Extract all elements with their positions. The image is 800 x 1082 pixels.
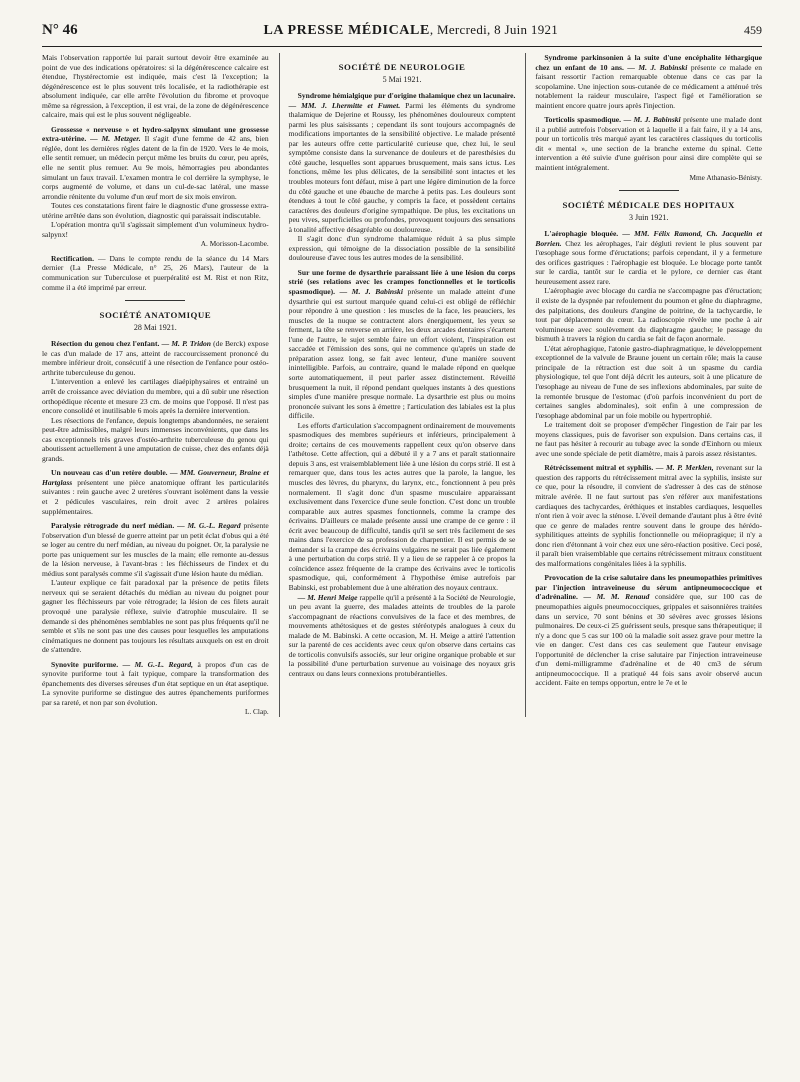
paragraph: Toutes ces constatations firent faire le diagnostic d'une grossesse extra-utérine arrêtée dans son évolution, diagnostic qui paraissait indiscutable. bbox=[42, 201, 269, 220]
section-date: 28 Mai 1921. bbox=[133, 322, 177, 332]
article-grossesse bbox=[42, 125, 269, 249]
article-author: — M. J. Babinski bbox=[339, 287, 403, 297]
columns bbox=[42, 53, 762, 717]
column-1 bbox=[42, 53, 269, 717]
paragraph: Il s'agit d'une femme de 42 ans, bien réglée, dont les dernières règles datent de la fin de 1920. Vers le 4e mois, elle sentit remuer, un médecin perçut même les bruits du cœur, peu après, elle ne sentit plus remuer. Au 9e mois, hémorragies peu abondantes simulant un faux travail. L'examen montra le col derrière la symphyse, le corps augmenté de volume, et dans un cul-de-sac latéral, une masse arrondie rénitente du volume d'un œuf mort de six mois environ. bbox=[42, 134, 269, 201]
section-date: 3 Juin 1921. bbox=[629, 212, 669, 222]
article-synovite bbox=[42, 660, 269, 717]
article-title: Paralysie rétrograde du nerf médian. bbox=[51, 521, 175, 531]
signature: L. Clap. bbox=[244, 707, 269, 717]
article-title: Sur une forme de dysarthrie paraissant liée à une lésion du corps strié (ses relations avec les crampes fonctionnelles et le torticolis spasmodique). bbox=[288, 267, 516, 297]
article-retrecissement bbox=[535, 463, 762, 568]
article-author: — M. J. Babinski bbox=[627, 62, 688, 72]
journal-name: LA PRESSE MÉDICALE bbox=[263, 23, 430, 38]
issue-number: N° 46 bbox=[42, 22, 78, 38]
article-paralysie bbox=[42, 521, 269, 655]
article-parkinson bbox=[535, 53, 762, 110]
article-resection bbox=[42, 339, 269, 463]
section-date: 5 Mai 1921. bbox=[382, 74, 422, 84]
paragraph: L'opération montra qu'il s'agissait simplement d'un volumineux hydro-salpynx! bbox=[42, 220, 269, 239]
article-syndrome bbox=[289, 91, 516, 263]
article-provocation bbox=[535, 573, 762, 688]
article-author: — MM. Gouverneur, Braine et Hartglass bbox=[42, 468, 269, 487]
article-title: Syndrome parkinsonien à la suite d'une encéphalite léthargique chez un enfant de 10 ans. bbox=[535, 53, 763, 72]
article-title: Rétrécissement mitral et syphilis. bbox=[544, 463, 654, 473]
paragraph: rappelle qu'il a présenté à la Société de Neurologie, un peu avant la guerre, des malades atteints de troubles de la parole s'accompagnant de réactions convulsives de la face et des membres, de mouvements athétosiques et de gestes stéréotypés analogues à ceux du malade de M. Babinski. A cette occasion, M. H. Meige a attiré l'attention sur la parenté de ces accidents avec ceux qu'on observe dans certains cas de torticolis convulsifs associés, sur leur origine organique probable et sur la possibilité d'une perturbation survenue au voisinage des noyaux gris centraux ou dans leurs connexions protubérantielles. bbox=[288, 592, 516, 678]
paragraph: présentent une pièce anatomique offrant les particularités suivantes : rein gauche avec 2 uretères s'ouvrant isolément dans la vessie et 2 pédicules vasculaires, rein droit avec 2 artères polaires supplémentaires. bbox=[42, 477, 269, 516]
page-number: 459 bbox=[744, 23, 762, 37]
article-author: — M. Metzger. bbox=[90, 134, 141, 144]
article-title: Grossesse « nerveuse » et hydro-salpynx simulant une grossesse extra-utérine. bbox=[42, 124, 269, 144]
article-author: — M. J. Babinski bbox=[623, 115, 681, 125]
article-title: Provocation de la crise salutaire dans les pneumopathies primitives par l'injection intraveineuse du sérum antipneumococcique et d'adrénaline. bbox=[535, 573, 763, 602]
paragraph: présente ce malade en faisant ressortir l'action remarquable obtenue dans ce cas par la scopolamine. Une injection sous-cutanée de ce médicament a atténué très notablement la raideur musculaire, l'aspect figé et l'amélioration se maintient encore quatre jours après l'injection. bbox=[535, 62, 763, 110]
header-rule bbox=[42, 46, 762, 47]
article-author: — M. P. Merklen, bbox=[655, 463, 714, 473]
paragraph: considère que, sur 100 cas de pneumopathies aiguës pneumococciques, grippales et saisonnières traitées dans un service, 70 sont bénins et 30 sévères avec grosses lésions pulmonaires. De ceux-ci 25 guérissent seuls, presque sans thérapeutique; il n'y a donc que 5 cas sur 100 où la maladie soit assez grave pour mettre la vie en danger. C'est dans ces cas seulement que l'auteur envisage l'opportunité de déclencher la crise salutaire par l'injection intraveineuse d'un demi-milligramme d'adrénaline et de 40 cm3 de sérum antipneumococcique. Il a pratiqué 44 fois sans avoir observé aucun accident. Faite en temps opportun, entre le 7e et le bbox=[535, 592, 763, 688]
section-title: SOCIÉTÉ DE NEUROLOGIE bbox=[338, 62, 466, 72]
article-author: — M. M. Renaud bbox=[583, 592, 650, 602]
paragraph: revenant sur la question des rapports du rétrécissement mitral avec la syphilis, insiste sur ce que, pour la résoudre, il convient de s'adresser à des cas de sténose mitrale avérée. Il ne faut surtout pas s'en référer aux manifestations cardiaques des tachycardes, éréthiques et instables cardiaques, lesquelles n'ont rien à voir avec la sténose. L'éveil demande d'autant plus à être évité que ce genre de malades rentre souvent dans le groupe des hérédo-syphilitiques atteints de syphilis fonctionnelle ou méiopragique; il n'y a donc rien d'étonnant à voir chez eux une séro-réaction positive. Ceci posé, il paraît bien vraisemblable que certains rétrécissement mitraux constituent des malformations congénitales liées à la syphilis. bbox=[535, 463, 763, 568]
signature: A. Morisson-Lacombe. bbox=[200, 239, 269, 249]
paragraph: à propos d'un cas de synovite puriforme tout à fait typique, compare la transformation des épanchements des diverses séreuses d'un état septique en un état aseptique. La synovite puriforme se distingue des autres épanchements puriformes par sa rareté, et non par son évolution. bbox=[42, 659, 269, 707]
article-uretere bbox=[42, 468, 269, 516]
column-2 bbox=[279, 53, 516, 717]
paragraph: Les efforts d'articulation s'accompagnent ordinairement de mouvements spasmodiques des membres supérieurs et inférieurs, principalement à droite; certains de ces mouvements rappellent ceux qu'on observe dans l'athétose. Cette affection, qui a débuté il y a 7 ans et paraît stationnaire depuis 3 ans, est vraisemblablement liée à une lésion du corps strié. Il est à remarquer que, dans tous les actes autres que la parole, la langue, les muscles des lèvres, du pharynx, du larynx, etc., fonctionnent à peu près normalement. Il s'agit donc d'un spasme musculaire apparaissant exclusivement dans l'exercice d'une seule fonction. C'est donc un trouble comparable aux autres spasmes fonctionnels, comme la crampe des écrivains. D'ailleurs ce malade présente aussi une crampe de ce genre : il écrit avec beaucoup de difficulté, tandis qu'il se sert très facilement de ses mains dans l'exercice de sa profession de charpentier. Il est permis de se demander si la crampe des écrivains vulgaires ne serait pas liée également à une perturbation du corps strié. Il y a lieu de se rappeler à ce propos la coïncidence assez fréquente de la crampe des écrivains avec le torticolis spasmodique, qui, conformément à l'hypothèse émise autrefois par Babinski, est probablement due à une altération des noyaux centraux. bbox=[288, 420, 516, 592]
article-author: — M. Henri Meige bbox=[297, 592, 358, 602]
divider bbox=[619, 190, 679, 191]
article-title: Synovite puriforme. bbox=[51, 659, 119, 669]
page-header bbox=[42, 22, 762, 40]
article-author: — MM. J. Lhermitte et Fumet. bbox=[288, 100, 401, 110]
paragraph: Il s'agit donc d'un syndrome thalamique réduit à sa plus simple expression, qui témoigne de la dissociation possible de la sensibilité douloureuse d'avec tous les autres modes de la sensibilité. bbox=[288, 234, 516, 263]
paragraph: (de Berck) expose le cas d'un malade de 17 ans, atteint de raccourcissement prononcé du membre inférieur droit, consécutif à une résection de l'enfance pour ostéo-arthrite tuberculeuse du genou. bbox=[42, 339, 269, 377]
article-title: Rectification. bbox=[51, 253, 94, 263]
article-author: — M. G.-L. Regard, bbox=[122, 659, 194, 669]
section-title: SOCIÉTÉ ANATOMIQUE bbox=[99, 310, 212, 321]
issue-date: , Mercredi, 8 Juin 1921 bbox=[429, 22, 559, 37]
paragraph: L'auteur explique ce fait paradoxal par la présence de petits filets nerveux qui se seraient détachés du médian au niveau du poignet pour gagner les fléchisseurs par voie rétrograde; la lésion de ces filets aurait provoqué une paralysie réflexe, suivie d'atrophie musculaire. Il se demande si des phénomènes semblables ne sont pas plus fréquents qu'il ne semble et s'ils ne sont pas une des causes pour lesquelles les amputations cinématiques ne donnent pas toujours les résultats auxquels on est en droit de s'attendre. bbox=[42, 578, 269, 655]
section-title: SOCIÉTÉ MÉDICALE DES HOPITAUX bbox=[562, 200, 735, 211]
paragraph: — Dans le compte rendu de la séance du 14 Mars dernier (La Presse Médicale, n° 25, 26 Mars), l'auteur de la communication sur Tuberculose et puerpéralité est M. Rist et non Ritz, comme il a été imprimé par erreur. bbox=[42, 253, 269, 292]
article-dysarthrie bbox=[289, 268, 516, 679]
column-3 bbox=[525, 53, 762, 717]
divider bbox=[125, 300, 185, 301]
article-author: — M. P. Tridon bbox=[161, 339, 211, 349]
paragraph: L'intervention a enlevé les cartilages diaépiphysaires et entrainé un arrêt de croissance avec déviation du membre, qui a dû subir une résection orthopédique récente et mesure 23 cm. de moins que l'opposé. Il n'est pas encore consolidé et inutilisable 6 mois après la dernière intervention. bbox=[42, 377, 269, 416]
signature: Mme Athanasio-Bénisty. bbox=[689, 172, 763, 182]
paragraph: L'état aérophagique, l'atonie gastro-diaphragmatique, le développement exceptionnel de la valvule de Braune jouent un certain rôle; mais la cause principale de la rétraction est due soit à un spasme du cardia physiologique, tel que l'ont déjà décrit les auteurs, soit à une plicature de l'œsophage au niveau de l'une de ses inflexions abdominales, par suite de la remontée brusque de l'estomac (d'où parfois inconvénient du port de certaines sangles abdominales), soit enfin à une compression de l'œsophage abdominal par un foie mobile ou hypertrophié. bbox=[535, 343, 763, 420]
paragraph: Les résections de l'enfance, depuis longtemps abandonnées, ne seraient peut-être admissibles, malgré leurs immenses inconvénients, que dans les cas exceptionnels très graves d'ostéo-arthrite tuberculeuse du genou qui aboutissent actuellement à une amputation de cuisse, chez des enfants déjà grands. bbox=[42, 415, 269, 463]
paragraph: Parmi les éléments du syndrome thalamique de Dejerine et Roussy, les phénomènes douloureux comptent parmi les plus saisissants ; cependant ils sont toujours accompagnés de modifications importantes de la sensibilité objective. Le malade présenté par les auteurs offre cette particularité curieuse que, chez lui, le seul symptôme consiste dans la survenance de douleurs et de paresthésies du côté gauche, lesquelles sont apparues brusquement, mais sans ictus. Les fonctions, même les plus délicates, de la sensibilité sont intactes et les troubles moteurs font défaut, mise à part une légère diminution de la force du côté gauche et une ébauche de marche à petits pas. Les douleurs sont étendues à tout le côté gauche, y compris la face, et possèdent certains caractères des douleurs d'origine sympathique. De plus, les excitations un peu vives, superficielles ou profondes, provoquent toujours des sensations à tonalité affective désagréable ou douloureuse. bbox=[288, 100, 516, 234]
article-title: Résection du genou chez l'enfant. bbox=[51, 339, 160, 349]
article-torticolis bbox=[535, 115, 762, 182]
journal-title bbox=[263, 22, 558, 39]
article-title: L'aérophagie bloquée. bbox=[544, 229, 619, 239]
paragraph: Le traitement doit se proposer d'empêcher l'ingestion de l'air par les moyens classiques, puis de favoriser son expulsion. Dans certains cas, il ne faut pas hésiter à recourir au tubage avec la sonde d'Einhorn ou mieux avec une sonde spéciale de petit diamètre, mais à parois assez résistantes. bbox=[535, 420, 763, 458]
article-title: Syndrome hémialgique pur d'origine thalamique chez un lacunaire. bbox=[297, 91, 516, 101]
article-rectification bbox=[42, 254, 269, 292]
paragraph: présente une malade dont il a publié autrefois l'observation et à laquelle il a fait faire, il y a 14 ans, pour un torticolis très marqué ayant les caractères classiques du torticolis dit « mental », une section de la branche externe du spinal. Cette intervention a été suivie d'une guérison pour ainsi dire complète qui se maintient intégralement. bbox=[535, 115, 763, 173]
paragraph: Chez les aérophages, l'air dégluti revient le plus souvent par l'œsophage sous forme d'éructations; parfois cependant, il y a fermeture des orifices gastriques : l'aérophagie est bloquée. Le blocage porte tantôt sur le cardia, tantôt sur le cardia et le pylore, ce dernier cas étant heureusement assez rare. bbox=[535, 238, 763, 286]
paragraph: Mais l'observation rapportée lui parait surtout devoir être examinée au point de vue des indications opératoires: si la dégénérescence calcaire est étendue, l'hystérectomie est indiquée, mais c'est là l'exception; la dégénérescence est le plus souvent très localisée, et la radiothérapie est absolument indiquée, car elle arrête l'évolution du fibrome et provoque même sa régression, à l'exception, il est vrai, de la zone de dégénérescence calcaire, mais qui est le plus souvent négligeable. bbox=[42, 53, 269, 120]
article-title: Un nouveau cas d'un retère double. bbox=[51, 468, 168, 478]
paragraph: L'aérophagie avec blocage du cardia ne s'accompagne pas d'éructation; il existe de la dyspnée par refoulement du poumon et gêne du diaphragme, des palpitations, des douleurs d'angine de poitrine, de la tachycardie, le tout par déplacement du cœur. La radioscopie révèle une poche à air volumineuse avec soulèvement du diaphragme gauche; le passage du bismuth à travers la région du cardia se fait de façon anormale. bbox=[535, 286, 763, 344]
article-aerophagie bbox=[535, 229, 762, 458]
article-title: Torticolis spasmodique. bbox=[544, 115, 622, 125]
paragraph: présente un malade atteint d'une dysarthrie qui est surtout marquée quand celui-ci est obligé de réfléchir pour répondre à une question : les muscles de la face, les peauciers, les muscles de la nuque se contractent alors énergiquement, les yeux se ferment, la tête se renverse en arrière, les deux arcades dentaires s'écartent l'une de l'autre, le sujet semble faire un effort violent, l'inspiration est saccadée et l'émission des sons, qui ne commence qu'après un stade de préparation assez long, se fait avec lenteur, d'une manière souvent inintelligible. Parfois, au contraire, quand le malade répond en quelque sorte automatiquement, il peut parler assez distinctement. Réveillé brusquement la nuit, il répond pendant quelques instants à des questions simples d'une manière presque normale. La dysarthrie est plus ou moins prononcée suivant les sons à émettre ; l'articulation des labiales est la plus difficile. bbox=[288, 287, 516, 421]
article-author: — MM. Félix Ramond, Ch. Jacquelin et Borrien. bbox=[535, 229, 763, 248]
paragraph: présente l'observation d'un blessé de guerre atteint par un petit éclat d'obus qui a été se loger au centre du nerf médian, au niveau du poignet. Or, la paralysie ne porte pas uniquement sur les muscles de la main; elle remonte au-dessus de la lésion nerveuse, à l'avant-bras : les fléchisseurs de l'index et du médius sont paralysés comme s'il s'agissait d'une lésion haute du médian. bbox=[42, 521, 269, 578]
article-author: — M. G.-L. Regard bbox=[177, 521, 241, 531]
